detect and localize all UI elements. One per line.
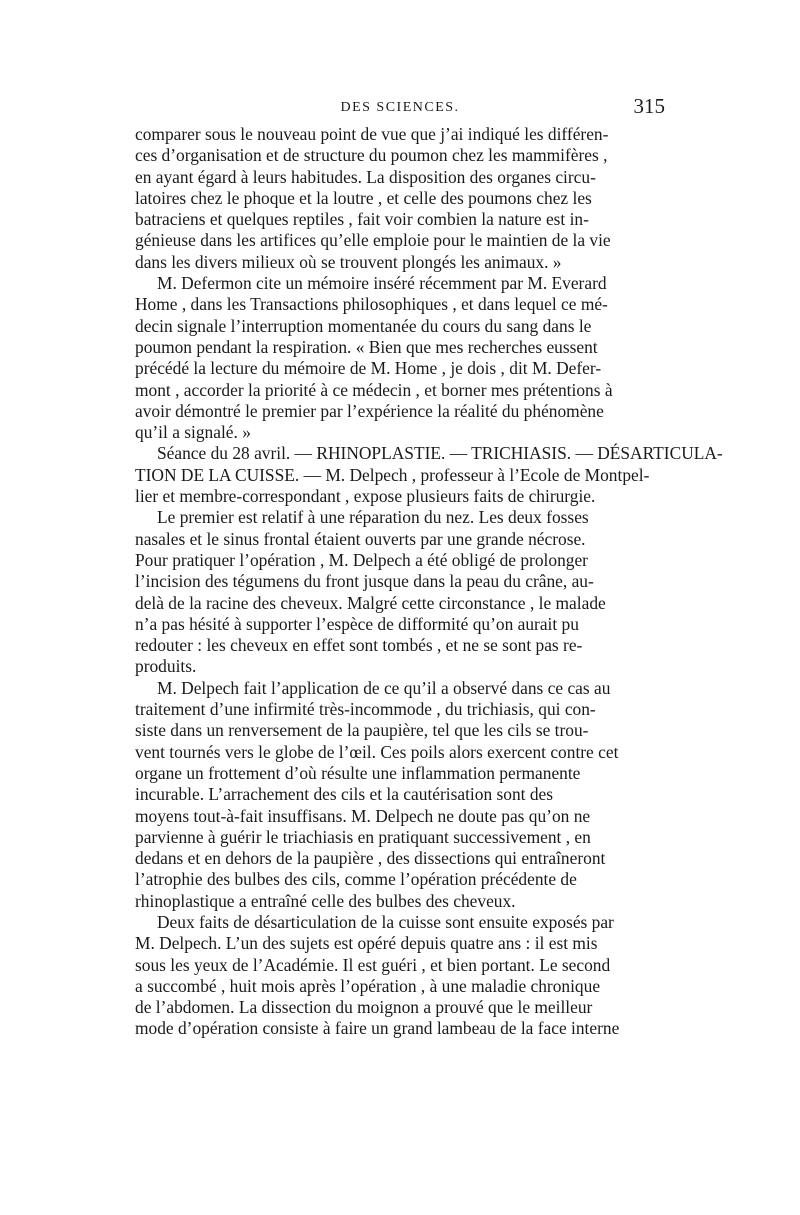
text-line: lier et membre-correspondant , expose plusieurs faits de chirurgie. xyxy=(135,486,596,507)
paragraph-p5 xyxy=(135,678,665,912)
text-line: M. Delpech fait l’application de ce qu’il a observé dans ce cas au xyxy=(157,677,611,698)
text-line: M. Defermon cite un mémoire inséré récemment par M. Everard xyxy=(157,273,607,294)
text-line: mode d’opération consiste à faire un grand lambeau de la face interne xyxy=(135,1018,620,1039)
text-line: Le premier est relatif à une réparation du nez. Les deux fosses xyxy=(157,507,589,528)
text-line: ces d’organisation et de structure du poumon chez les mammifères , xyxy=(135,145,608,166)
text-line: en ayant égard à leurs habitudes. La disposition des organes circu- xyxy=(135,166,596,187)
paragraph-p2 xyxy=(135,273,665,443)
paragraph-p1 xyxy=(135,124,665,273)
text-line: Home , dans les Transactions philosophiques , et dans lequel ce mé- xyxy=(135,294,608,315)
text-line: siste dans un renversement de la paupière, tel que les cils se trou- xyxy=(135,720,589,741)
text-line: l’atrophie des bulbes des cils, comme l’opération précédente de xyxy=(135,869,577,890)
text-line: delà de la racine des cheveux. Malgré cette circonstance , le malade xyxy=(135,592,606,613)
text-line: avoir démontré le premier par l’expérience la réalité du phénomène xyxy=(135,400,604,421)
text-line: Séance du 28 avril. — RHINOPLASTIE. — TRICHIASIS. — DÉSARTICULA- xyxy=(157,443,723,464)
text-line: n’a pas hésité à supporter l’espèce de difformité qu’on aurait pu xyxy=(135,613,579,634)
text-line: M. Delpech. L’un des sujets est opéré depuis quatre ans : il est mis xyxy=(135,933,598,954)
text-line: moyens tout-à-fait insuffisans. M. Delpech ne doute pas qu’on ne xyxy=(135,805,591,826)
running-head xyxy=(135,94,665,124)
text-line: qu’il a signalé. » xyxy=(135,422,251,443)
text-line: précédé la lecture du mémoire de M. Home , je dois , dit M. Defer- xyxy=(135,358,602,379)
text-line: dedans et en dehors de la paupière , des dissections qui entraîneront xyxy=(135,848,606,869)
text-line: l’incision des tégumens du front jusque dans la peau du crâne, au- xyxy=(135,571,594,592)
text-line: comparer sous le nouveau point de vue que j’ai indiqué les différen- xyxy=(135,124,609,144)
paragraph-p4 xyxy=(135,507,665,677)
text-line: rhinoplastique a entraîné celle des bulbes des cheveux. xyxy=(135,890,516,911)
text-line: organe un frottement d’où résulte une inflammation permanente xyxy=(135,762,581,783)
text-line: de l’abdomen. La dissection du moignon a prouvé que le meilleur xyxy=(135,997,593,1018)
body-text xyxy=(135,124,723,1040)
text-line: Deux faits de désarticulation de la cuisse sont ensuite exposés par xyxy=(157,911,614,932)
text-line: parvienne à guérir le triachiasis en pratiquant successivement , en xyxy=(135,826,591,847)
text-line: mont , accorder la priorité à ce médecin , et borner mes prétentions à xyxy=(135,379,613,400)
text-line: a succombé , huit mois après l’opération , à une maladie chronique xyxy=(135,975,601,996)
text-line: poumon pendant la respiration. « Bien que mes recherches eussent xyxy=(135,336,598,357)
text-line: TION DE LA CUISSE. — M. Delpech , professeur à l’Ecole de Montpel- xyxy=(135,464,650,485)
text-line: redouter : les cheveux en effet sont tombés , et ne se sont pas re- xyxy=(135,635,583,656)
text-line: produits. xyxy=(135,656,197,677)
text-line: nasales et le sinus frontal étaient ouverts par une grande nécrose. xyxy=(135,528,586,549)
text-line: traitement d’une infirmité très-incommode , du trichiasis, qui con- xyxy=(135,699,596,720)
book-page xyxy=(135,94,723,1040)
page-number: 315 xyxy=(633,94,665,118)
text-line: génieuse dans les artifices qu’elle emploie pour le maintien de la vie xyxy=(135,230,611,251)
text-line: vent tournés vers le globe de l’œil. Ces poils alors exercent contre cet xyxy=(135,741,619,762)
text-line: batraciens et quelques reptiles , fait voir combien la nature est in- xyxy=(135,209,589,230)
text-line: Pour pratiquer l’opération , M. Delpech a été obligé de prolonger xyxy=(135,549,588,570)
text-line: latoires chez le phoque et la loutre , et celle des poumons chez les xyxy=(135,187,592,208)
paragraph-p6 xyxy=(135,912,665,1040)
text-line: sous les yeux de l’Académie. Il est guéri , et bien portant. Le second xyxy=(135,954,611,975)
running-title: DES SCIENCES. xyxy=(340,100,460,115)
text-line: decin signale l’interruption momentanée du cours du sang dans le xyxy=(135,315,592,336)
text-line: incurable. L’arrachement des cils et la cautérisation sont des xyxy=(135,784,554,805)
paragraph-p3 xyxy=(135,443,723,507)
text-line: dans les divers milieux où se trouvent plongés les animaux. » xyxy=(135,251,562,272)
